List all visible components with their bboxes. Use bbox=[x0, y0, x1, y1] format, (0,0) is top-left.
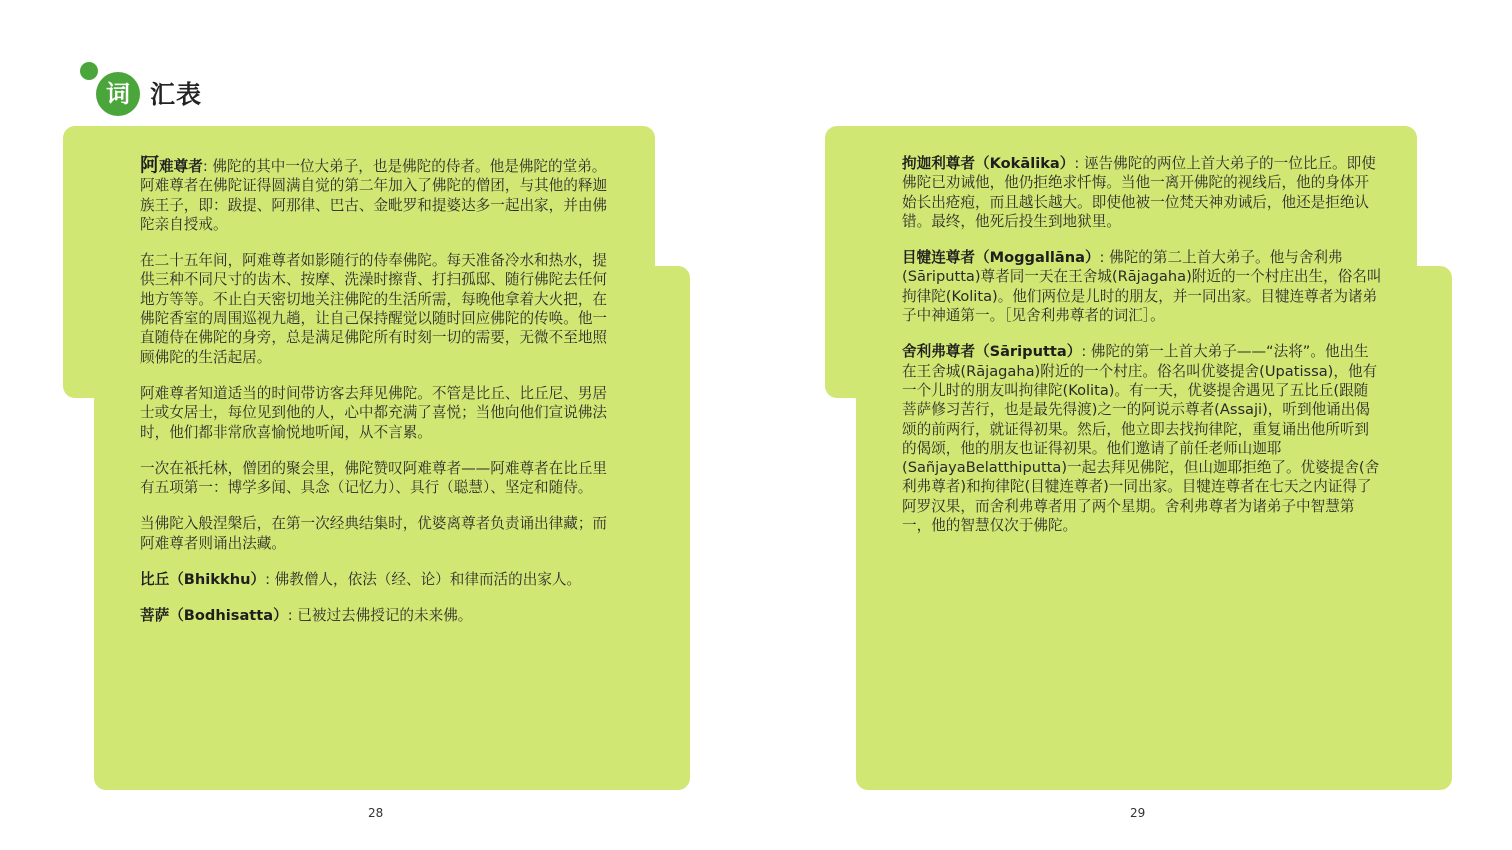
entry-term: 拘迦利尊者（Kokālika） bbox=[902, 155, 1075, 172]
entry-text: : 佛陀的第一上首大弟子——“法将”。他出生在王舍城(Rājagaha)附近的一个村庄。俗名叫优婆提舍(Upatissa)，他有一个儿时的朋友叫拘律陀(Kolita)。有一天，优婆提舍遇见了五比丘(跟随菩萨修习苦行，也是最先得渡)之一的阿说示尊者(Assaji)，听到他诵出偈颂的前两行，就证得初果。然后，他立即去找拘律陀，重复诵出他所听到的偈颂，他的朋友也证得初果。他们邀请了前任老师山迦耶(SañjayaBelatthiputta)一起去拜见佛陀，但山迦耶拒绝了。优婆提舍(舍利弗尊者)和拘律陀(目犍连尊者)一同出家。目犍连尊者在七天之内证得了阿罗汉果，而舍利弗尊者用了两个星期。舍利弗尊者为诸弟子中智慧第一，他的智慧仅次于佛陀。 bbox=[902, 343, 1380, 535]
drop-cap: 阿 bbox=[140, 154, 160, 176]
entry-term: 难尊者 bbox=[159, 158, 203, 175]
entry-text: : 佛陀的其中一位大弟子，也是佛陀的侍者。他是佛陀的堂弟。阿难尊者在佛陀证得圆满自觉的第二年加入了佛陀的僧团，与其他的释迦族王子，即：跋提、阿那律、巴古、金毗罗和提婆达多一起出家，并由佛陀亲自授戒。 bbox=[140, 158, 608, 233]
entry-paragraph: 在二十五年间，阿难尊者如影随行的侍奉佛陀。每天准备冷水和热水，提供三种不同尺寸的齿木、按摩、洗澡时擦背、打扫孤邸、随行佛陀去任何地方等等。不止白天密切地关注佛陀的生活所需，每晚他拿着大火把，在佛陀香室的周围巡视九趟，让自己保持醒觉以随时回应佛陀的传唤。他一直随侍在佛陀的身旁，总是满足佛陀所有时刻一切的需要，无微不至地照顾佛陀的生活起居。 bbox=[140, 252, 608, 366]
decorative-dot-icon bbox=[80, 62, 98, 80]
entry-term: 舍利弗尊者（Sāriputta） bbox=[902, 343, 1082, 361]
entry-sariputta bbox=[902, 342, 1382, 535]
entry-text: : 已被过去佛授记的未来佛。 bbox=[287, 607, 473, 625]
left-glossary-content bbox=[140, 156, 620, 643]
entry-term: 比丘（Bhikkhu） bbox=[140, 571, 266, 589]
entry-paragraph: 当佛陀入般涅槃后，在第一次经典结集时，优婆离尊者负责诵出律藏；而阿难尊者则诵出法藏。 bbox=[140, 515, 608, 552]
entry-text: : 诬告佛陀的两位上首大弟子的一位比丘。即使佛陀已劝诫他，他仍拒绝求忏悔。当他一离开佛陀的视线后，他的身体开始长出疮疱，而且越长越大。即使他被一位梵天神劝诫后，他还是拒绝认错。最终，他死后投生到地狱里。 bbox=[902, 155, 1376, 230]
entry-term: 菩萨（Bodhisatta） bbox=[140, 607, 288, 625]
page-number-left: 28 bbox=[368, 806, 384, 820]
entry-text: : 佛教僧人，依法（经、论）和律而活的出家人。 bbox=[265, 571, 582, 589]
right-glossary-content bbox=[902, 154, 1382, 552]
entry-paragraph: 阿难尊者知道适当的时间带访客去拜见佛陀。不管是比丘、比丘尼、男居士或女居士，每位见到他的人，心中都充满了喜悦；当他向他们宣说佛法时，他们都非常欣喜愉悦地听闻，从不言累。 bbox=[140, 384, 608, 441]
entry-bhikkhu bbox=[140, 570, 620, 589]
page-title: 汇表 bbox=[150, 80, 203, 109]
entry-term: 目犍连尊者（Moggallāna） bbox=[902, 249, 1100, 267]
entry-ananda bbox=[140, 156, 620, 234]
entry-moggallana bbox=[902, 248, 1382, 325]
page-number-right: 29 bbox=[1130, 806, 1146, 820]
entry-text: : 佛陀的第二上首大弟子。他与舍利弗(Sāriputta)尊者同一天在王舍城(Rājagaha)附近的一个村庄出生，俗名叫拘律陀(Kolita)。他们两位是儿时的朋友，并一同出家。目犍连尊者为诸弟子中神通第一。［见舍利弗尊者的词汇］。 bbox=[902, 249, 1382, 325]
title-badge-icon: 词 bbox=[96, 72, 140, 116]
entry-bodhisatta bbox=[140, 606, 620, 625]
entry-kokalika bbox=[902, 154, 1382, 231]
entry-paragraph: 一次在祇托林，僧团的聚会里，佛陀赞叹阿难尊者——阿难尊者在比丘里有五项第一：博学多闻、具念（记忆力）、具行（聪慧）、坚定和随侍。 bbox=[140, 459, 608, 497]
